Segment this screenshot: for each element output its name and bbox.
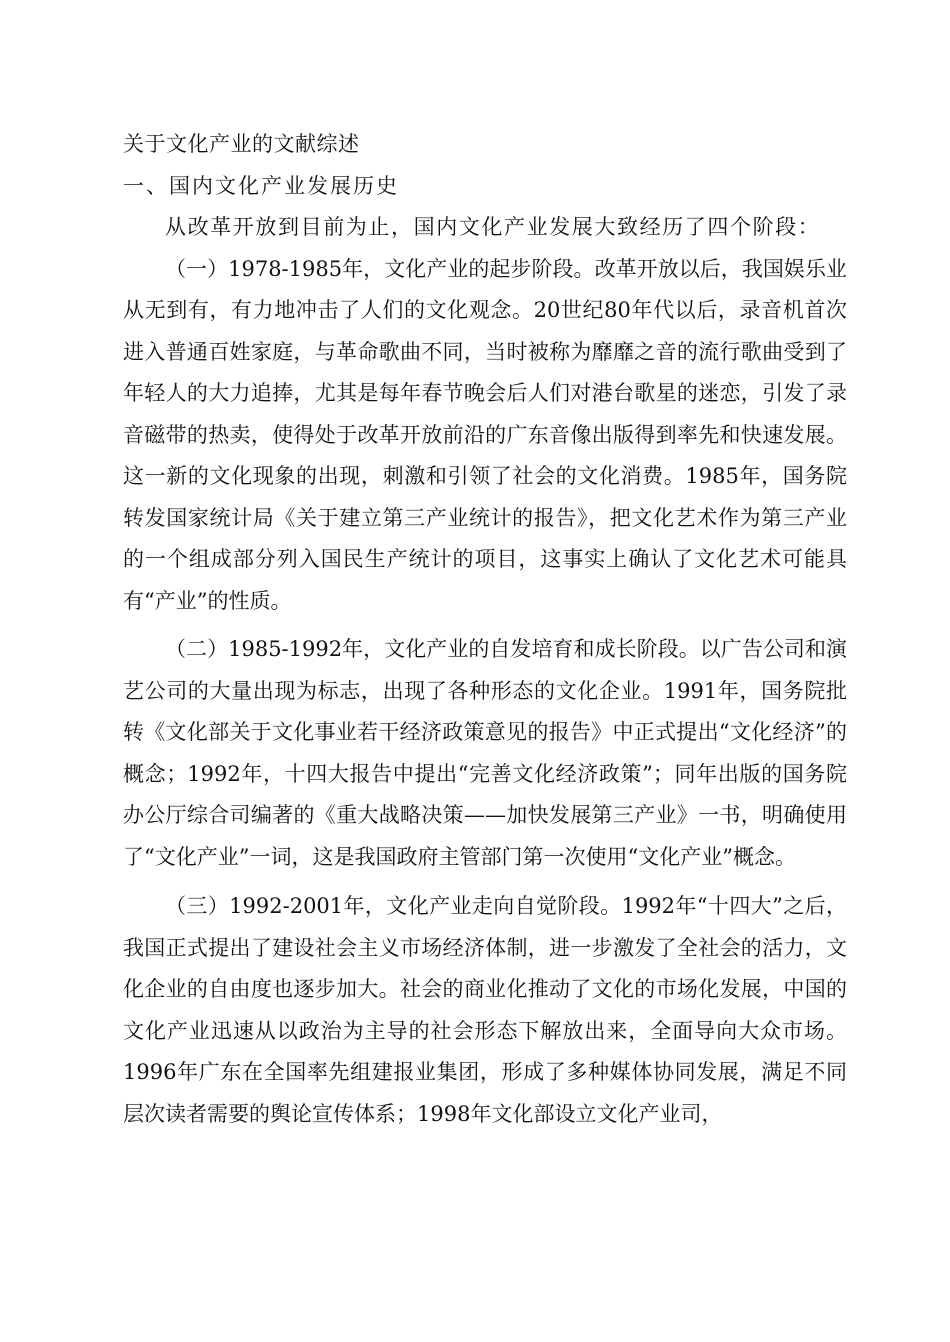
document-title: 关于文化产业的文献综述: [123, 132, 360, 156]
paragraph-stage-3: （三）1992-2001年，文化产业走向自觉阶段。1992年“十四大”之后，我国正式提出了建设社会主义市场经济体制，进一步激发了全社会的活力，文化企业的自由度也逐步加大。社会的商业化推动了文化的市场化发展，中国的文化产业迅速从以政治为主导的社会形态下解放出来，全面导向大众市场。1996年广东在全国率先组建报业集团，形成了多种媒体协同发展，满足不同层次读者需要的舆论宣传体系；1998年文化部设立文化产业司，: [123, 894, 847, 1126]
paragraph-stage-2: （二）1985-1992年，文化产业的自发培育和成长阶段。以广告公司和演艺公司的大量出现为标志，出现了各种形态的文化企业。1991年，国务院批转《文化部关于文化事业若干经济政策意见的报告》中正式提出“文化经济”的概念；1992年，十四大报告中提出“完善文化经济政策”；同年出版的国务院办公厅综合司编著的《重大战略决策——加快发展第三产业》一书，明确使用了“文化产业”一词，这是我国政府主管部门第一次使用“文化产业”概念。: [123, 637, 847, 869]
section-heading: 一、国内文化产业发展历史: [123, 173, 399, 198]
document-body: [123, 124, 847, 1135]
intro-paragraph: 从改革开放到目前为止，国内文化产业发展大致经历了四个阶段：: [165, 215, 821, 239]
paragraph-stage-1: （一）1978-1985年，文化产业的起步阶段。改革开放以后，我国娱乐业从无到有，有力地冲击了人们的文化观念。20世纪80年代以后，录音机首次进入普通百姓家庭，与革命歌曲不同，当时被称为靡靡之音的流行歌曲受到了年轻人的大力追捧，尤其是每年春节晚会后人们对港台歌星的迷恋，引发了录音磁带的热卖，使得处于改革开放前沿的广东音像出版得到率先和快速发展。这一新的文化现象的出现，刺激和引领了社会的文化消费。1985年，国务院转发国家统计局《关于建立第三产业统计的报告》，把文化艺术作为第三产业的一个组成部分列入国民生产统计的项目，这事实上确认了文化艺术可能具有“产业”的性质。: [123, 256, 847, 613]
